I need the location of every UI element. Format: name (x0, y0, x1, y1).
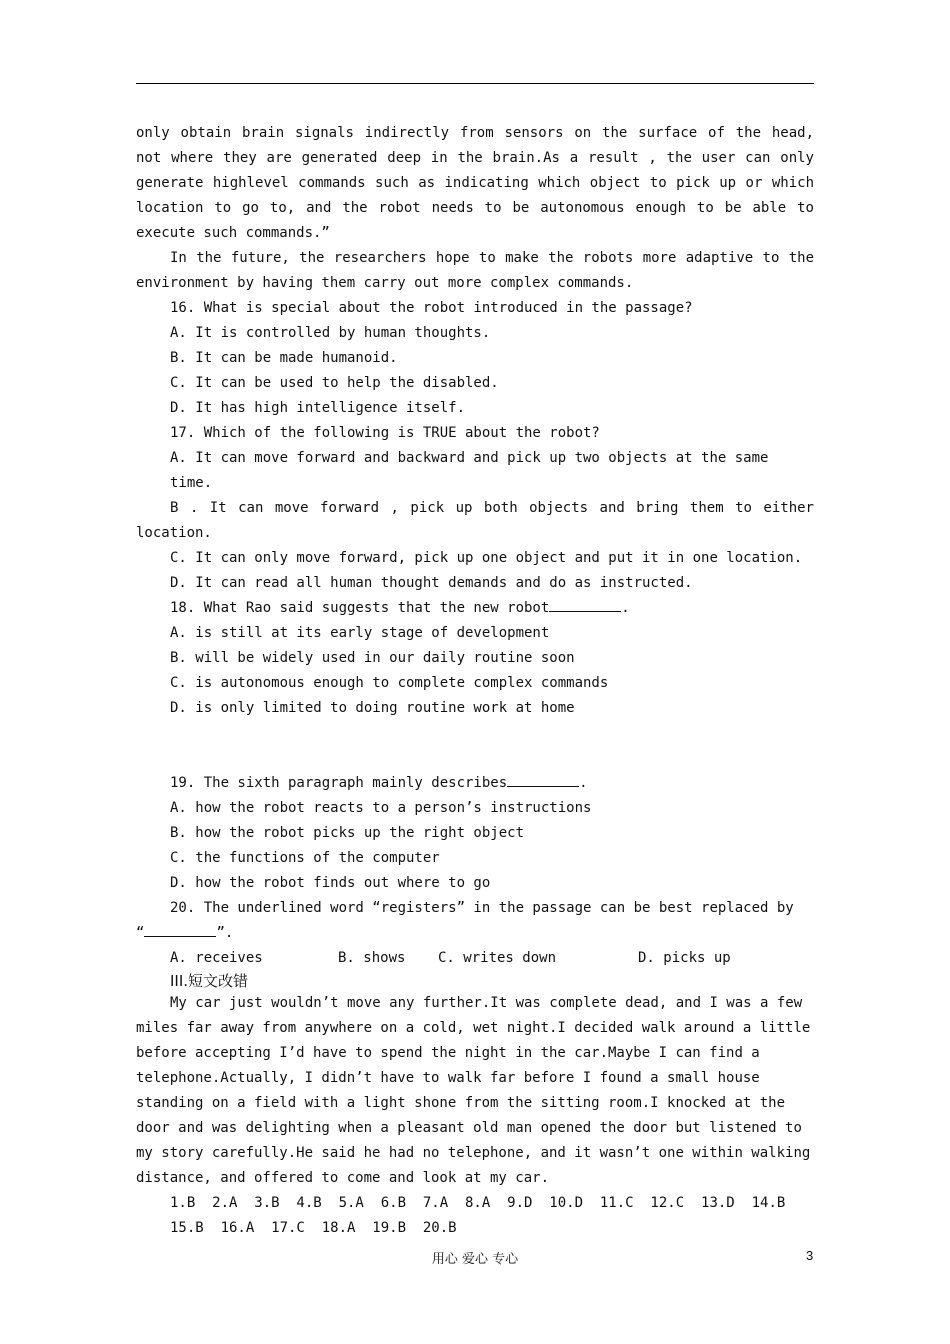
question-18-option-a: A. is still at its early stage of development (170, 625, 550, 641)
question-18-stem-end: . (621, 600, 630, 616)
question-19-stem (136, 771, 814, 796)
question-19-stem-text: 19. The sixth paragraph mainly describes (170, 775, 508, 791)
answer-key-line-1: 1.B 2.A 3.B 4.B 5.A 6.B 7.A 8.A 9.D 10.D 11.C 12.C 13.D 14.B (170, 1195, 786, 1211)
question-20-blank-line (136, 921, 814, 946)
passage-paragraph-1: only obtain brain signals indirectly from sensors on the surface of the head, not where they are generated deep in the brain.As a result , the user can only generate highlevel commands such as indicating which object to pick up or which location to go to, and the robot needs to be autonomous enough to be able to execute such commands.” (136, 125, 814, 241)
question-19-stem-end: . (579, 775, 588, 791)
question-20-options (136, 946, 814, 971)
question-20-option-d: D. picks up (638, 950, 731, 966)
question-19-option-b: B. how the robot picks up the right object (170, 825, 525, 841)
question-18-stem-text: 18. What Rao said suggests that the new robot (170, 600, 550, 616)
question-20-close-quote: ”. (216, 925, 234, 941)
question-17-stem: 17. Which of the following is TRUE about the robot? (170, 425, 600, 441)
question-16-stem: 16. What is special about the robot introduced in the passage? (170, 300, 693, 316)
answer-blank (144, 922, 216, 937)
question-16-option-b: B. It can be made humanoid. (170, 350, 398, 366)
question-18-option-d: D. is only limited to doing routine work at home (170, 700, 575, 716)
question-19-option-a: A. how the robot reacts to a person’s instructions (170, 800, 592, 816)
question-18-stem (136, 596, 814, 621)
question-17-option-a: A. It can move forward and backward and pick up two objects at the same time. (170, 450, 769, 491)
question-20-stem-text: 20. The underlined word “registers” in the passage can be best replaced by (170, 900, 794, 916)
section-3-line-8: distance, and offered to come and look at my car. (136, 1170, 550, 1186)
section-3-line-7: my story carefully.He said he had no telephone, and it wasn’t one within walking (136, 1145, 811, 1161)
question-18-option-c: C. is autonomous enough to complete complex commands (170, 675, 609, 691)
question-20-open-quote: “ (136, 925, 145, 941)
question-17-option-c: C. It can only move forward, pick up one object and put it in one location. (170, 550, 803, 566)
spacer (136, 721, 814, 771)
question-17-option-d: D. It can read all human thought demands and do as instructed. (170, 575, 693, 591)
question-19-option-d: D. how the robot finds out where to go (170, 875, 491, 891)
answer-key-line-2: 15.B 16.A 17.C 18.A 19.B 20.B (170, 1220, 457, 1236)
answer-blank (507, 772, 579, 787)
question-20-stem (136, 896, 814, 921)
section-3-line-2: miles far away from anywhere on a cold, wet night.I decided walk around a little (136, 1020, 811, 1036)
section-3-line-5: standing on a field with a light shone from the sitting room.I knocked at the (136, 1095, 786, 1111)
question-20-option-b: B. shows (338, 950, 406, 966)
footer-slogan: 用心 爱心 专心 (431, 1252, 519, 1267)
section-3-line-6: door and was delighting when a pleasant old man opened the door but listened to (136, 1120, 802, 1136)
passage-paragraph-2: In the future, the researchers hope to make the robots more adaptive to the environment by having them carry out more complex commands. (136, 250, 814, 291)
section-3-line-3: before accepting I’d have to spend the night in the car.Maybe I can find a (136, 1045, 760, 1061)
question-20-option-c: C. writes down (438, 950, 557, 966)
section-3-line-1: My car just wouldn’t move any further.It was complete dead, and I was a few (170, 995, 803, 1011)
question-20-option-a: A. receives (170, 950, 263, 966)
question-18-option-b: B. will be widely used in our daily routine soon (170, 650, 575, 666)
answer-blank (549, 597, 621, 612)
page-number: 3 (806, 1248, 814, 1263)
question-17-option-b: B . It can move forward , pick up both objects and bring them to either location. (136, 500, 814, 541)
question-16-option-a: A. It is controlled by human thoughts. (170, 325, 491, 341)
header-rule (136, 83, 814, 84)
question-19-option-c: C. the functions of the computer (170, 850, 440, 866)
question-16-option-d: D. It has high intelligence itself. (170, 400, 466, 416)
question-16-option-c: C. It can be used to help the disabled. (170, 375, 499, 391)
section-3-line-4: telephone.Actually, I didn’t have to walk far before I found a small house (136, 1070, 760, 1086)
section-3-heading: III.短文改错 (170, 972, 249, 990)
page-content (136, 121, 814, 1241)
